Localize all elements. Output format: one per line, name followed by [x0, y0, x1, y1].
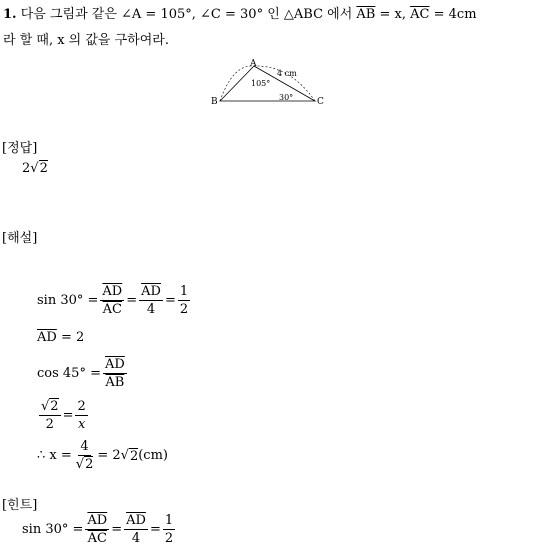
hint-sin-eq: sin 30° = $\frac{\overline{AD}}{AC}$ = $\frac{\overline{AD}}{4}$ = $\frac{1}{2}$: [22, 513, 174, 546]
solution-sin-eq: sin 30° = $\frac{\overline{AD}}{AC}$ = $\frac{\overline{AD}}{4}$ = $\frac{1}{2}$: [37, 284, 189, 317]
angle-a-label: 105°: [251, 79, 271, 88]
segment-ac: $\overline{AC}$: [410, 7, 430, 22]
angle-c-label: 30°: [279, 93, 294, 102]
eq-4cm: = 4cm: [429, 7, 477, 22]
vertex-a-label: A: [250, 59, 257, 69]
vertex-b-label: B: [211, 97, 218, 107]
answer-heading: [정답]: [2, 141, 38, 156]
problem-number: 1.: [3, 7, 17, 22]
segment-ab: $\overline{AB}$: [356, 7, 376, 22]
eq-x: = x,: [375, 7, 406, 22]
solution-sqrt-eq: $\frac{√2}{2}$ = $\frac{2}{x}$: [41, 399, 86, 432]
hint-heading: [힌트]: [2, 498, 38, 513]
triangle-figure: [205, 55, 330, 107]
solution-cos-eq: cos 45° = $\frac{\overline{AD}}{AB}$: [37, 357, 125, 390]
problem-intro: 다음 그림과 같은 ∠A = 105°, ∠C = 30° 인 △ABC 에서: [20, 7, 353, 22]
vertex-c-label: C: [317, 97, 324, 107]
side-ac-label: 4 cm: [277, 69, 297, 78]
solution-heading: [해설]: [2, 231, 38, 246]
solution-ad-eq: $\overline{AD} = 2$: [37, 330, 85, 345]
answer-value: 2√2: [22, 161, 48, 176]
problem-line-2: 라 할 때, x 의 값을 구하여라.: [3, 33, 169, 48]
solution-result: ∴ x = $\frac{4}{√2}$ = 2 √ 2 (cm): [37, 439, 168, 472]
problem-line-1: [3, 3, 477, 22]
